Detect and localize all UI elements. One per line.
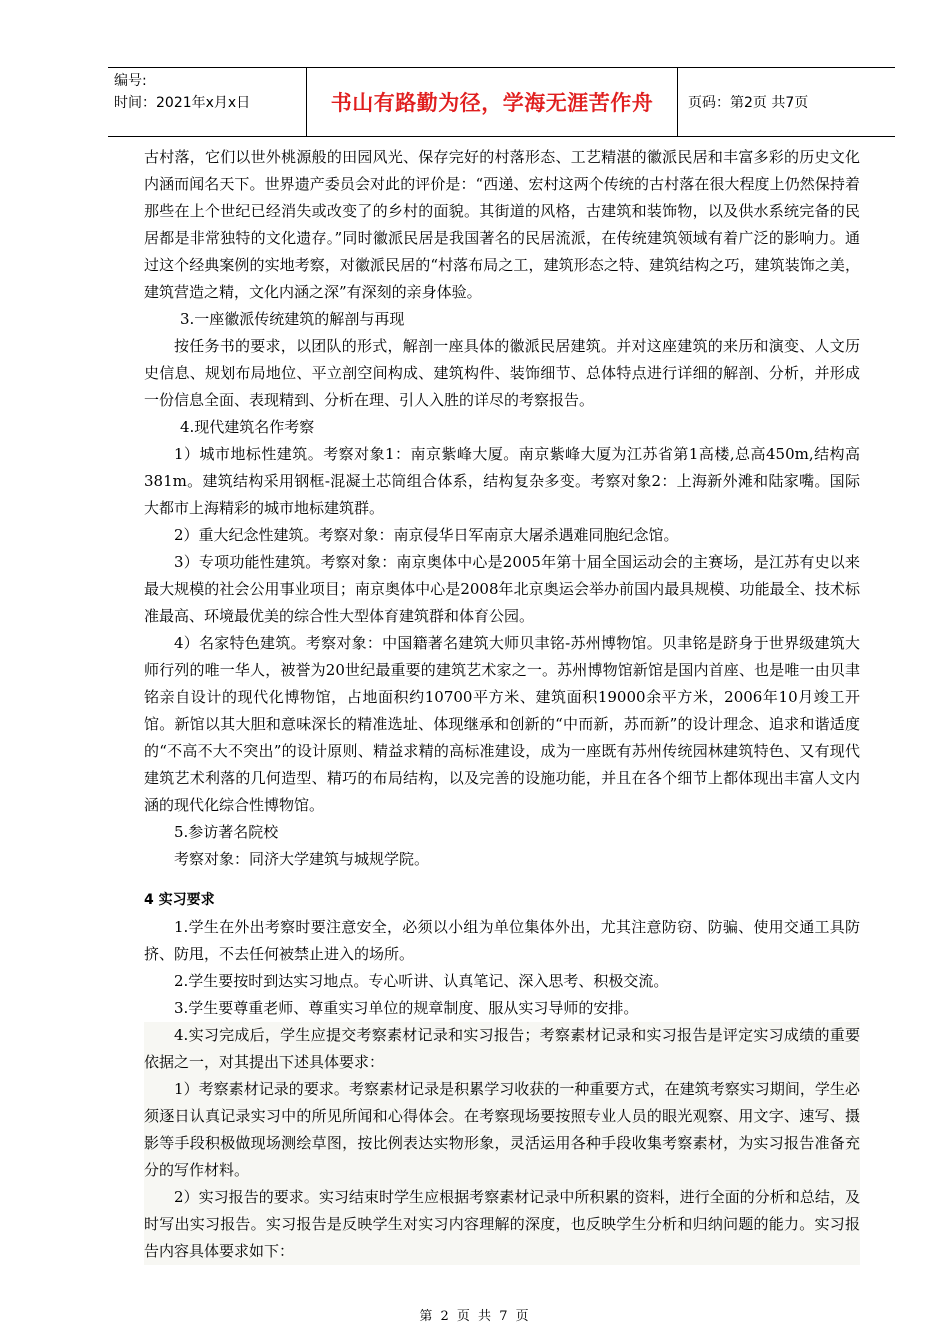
subheading: 5.参访著名院校 [174, 823, 279, 841]
page-footer: 第 2 页 共 7 页 [419, 1309, 531, 1324]
paragraph: 古村落，它们以世外桃源般的田园风光、保存完好的村落形态、工艺精湛的徽派民居和丰富多彩的历史文化内涵而闻名天下。世界遗产委员会对此的评价是：“西递、宏村这两个传统的古村落在很大程度上仍然保持着那些在上个世纪已经消失或改变了的乡村的面貌。其街道的风格，古建筑和装饰物，以及供水系统完备的民居都是非常独特的文化遗存。”同时徽派民居是我国著名的民居流派，在传统建筑领域有着广泛的影响力。通过这个经典案例的实地考察，对徽派民居的“村落布局之工，建筑形态之特、建筑结构之巧，建筑装饰之美，建筑营造之精，文化内涵之深”有深刻的亲身体验。 [144, 148, 860, 301]
paragraph: 1）城市地标性建筑。考察对象1：南京紫峰大厦。南京紫峰大厦为江苏省第1高楼,总高450m,结构高381m。建筑结构采用钢框-混凝土芯筒组合体系，结构复杂多变。考察对象2：上海新外滩和陆家嘴。国际大都市上海精彩的城市地标建筑群。 [144, 445, 860, 517]
paragraph: 1）考察素材记录的要求。考察素材记录是积累学习收获的一种重要方式，在建筑考察实习期间，学生必须逐日认真记录实习中的所见所闻和心得体会。在考察现场要按照专业人员的眼光观察、用文字、速写、摄影等手段积极做现场测绘草图，按比例表达实物形象，灵活运用各种手段收集考察素材，为实习报告准备充分的写作材料。 [144, 1076, 860, 1184]
paragraph: 4.实习完成后，学生应提交考察素材记录和实习报告；考察素材记录和实习报告是评定实习成绩的重要依据之一，对其提出下述具体要求： [144, 1022, 860, 1076]
paragraph: 2.学生要按时到达实习地点。专心听讲、认真笔记、深入思考、积极交流。 [174, 972, 669, 990]
paragraph: 3.学生要尊重老师、尊重实习单位的规章制度、服从实习导师的安排。 [174, 999, 639, 1017]
page-header [108, 67, 895, 137]
header-motto: 书山有路勤为径，学海无涯苦作舟 [307, 68, 678, 136]
header-page-label: 页码：第2页 共7页 [688, 95, 809, 111]
subheading: 4.现代建筑名作考察 [180, 418, 315, 436]
subheading: 3.一座徽派传统建筑的解剖与再现 [180, 310, 405, 328]
paragraph: 2）重大纪念性建筑。考察对象：南京侵华日军南京大屠杀遇难同胞纪念馆。 [174, 526, 679, 544]
date-label: 时间：2021年x月x日 [114, 95, 251, 111]
paragraph: 4）名家特色建筑。考察对象：中国籍著名建筑大师贝聿铭-苏州博物馆。贝聿铭是跻身于世界级建筑大师行列的唯一华人，被誉为20世纪最重要的建筑艺术家之一。苏州博物馆新馆是国内首座、也是唯一由贝聿铭亲自设计的现代化博物馆，占地面积约10700平方米、建筑面积19000余平方米，2006年10月竣工开馆。新馆以其大胆和意味深长的精准选址、体现继承和创新的“中而新，苏而新”的设计理念、追求和谐适度的“不高不大不突出”的设计原则、精益求精的高标准建设，成为一座既有苏州传统园林建筑特色、又有现代建筑艺术利落的几何造型、精巧的布局结构，以及完善的设施功能，并且在各个细节上都体现出丰富人文内涵的现代化综合性博物馆。 [144, 634, 860, 814]
header-meta [108, 68, 307, 136]
paragraph: 2）实习报告的要求。实习结束时学生应根据考察素材记录中所积累的资料，进行全面的分析和总结，及时写出实习报告。实习报告是反映学生对实习内容理解的深度，也反映学生分析和归纳问题的能力。实习报告内容具体要求如下： [144, 1184, 860, 1265]
section-heading: 4 实习要求 [144, 892, 215, 908]
paragraph: 3）专项功能性建筑。考察对象：南京奥体中心是2005年第十届全国运动会的主赛场，是江苏有史以来最大规模的社会公用事业项目；南京奥体中心是2008年北京奥运会举办前国内最具规模、功能最全、技术标准最高、环境最优美的综合性大型体育建筑群和体育公园。 [144, 553, 860, 625]
serial-label: 编号: [114, 73, 147, 89]
paragraph: 按任务书的要求，以团队的形式，解剖一座具体的徽派民居建筑。并对这座建筑的来历和演变、人文历史信息、规划布局地位、平立剖空间构成、建筑构件、装饰细节、总体特点进行详细的解剖、分析，并形成一份信息全面、表现精到、分析在理、引人入胜的详尽的考察报告。 [144, 337, 860, 409]
paragraph: 1.学生在外出考察时要注意安全，必须以小组为单位集体外出，尤其注意防窃、防骗、使用交通工具防挤、防甩，不去任何被禁止进入的场所。 [144, 918, 860, 963]
document-body [144, 144, 860, 1265]
paragraph: 考察对象：同济大学建筑与城规学院。 [174, 850, 430, 868]
